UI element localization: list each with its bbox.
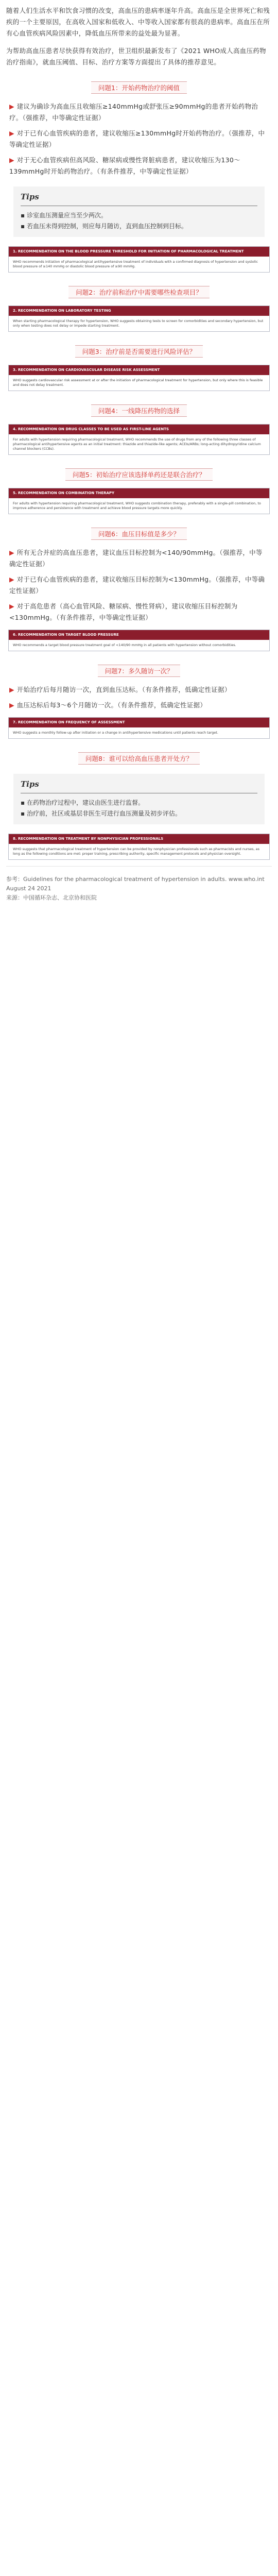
- section: [0, 345, 278, 391]
- sections-container: [0, 81, 278, 860]
- bullet-marker: ▶: [9, 686, 17, 693]
- recommendation-box: [8, 424, 270, 455]
- recommendation-bullet: [9, 547, 269, 570]
- recommendation-bullet: [9, 601, 269, 623]
- bullet-text: 对于无心血管疾病但高风险、糖尿病或慢性肾脏病患者，建议收缩压为130～139mmHg时开始药物治疗。（有条件推荐，中等确定性证据）: [9, 156, 240, 175]
- footer-source: 来源：中国循环杂志、北京协和医院: [6, 894, 97, 901]
- recommendation-title: 6. RECOMMENDATION ON TARGET BLOOD PRESSURE: [9, 630, 269, 640]
- article: [0, 5, 278, 903]
- recommendation-bullet: [9, 700, 269, 711]
- recommendation-body: WHO recommends a target blood pressure treatment goal of <140/90 mmHg in all patients with hypertension without comorbidities.: [13, 643, 236, 647]
- section: [0, 81, 278, 273]
- section: [0, 665, 278, 739]
- tips-text: 若血压未得到控制，则应每月随访，直到血压控制到目标。: [26, 223, 187, 230]
- bullet-text: 建议为确诊为高血压且收缩压≥140mmHg或舒张压≥90mmHg的患者开始药物治疗。（强推荐，中等确定性证据）: [9, 103, 258, 122]
- recommendation-bullet: [9, 101, 269, 124]
- question-label: 问题5：初始治疗应该选择单药还是联合治疗？: [65, 468, 213, 481]
- recommendation-box: [8, 246, 270, 273]
- recommendation-box: [8, 717, 270, 739]
- section: [0, 468, 278, 514]
- section-question: [0, 468, 278, 481]
- recommendation-box: [8, 306, 270, 332]
- intro-paragraph-1: 随着人们生活水平和饮食习惯的改变，高血压的患病率逐年升高。高血压是全世界死亡和残疾的一个主要原因，在高收入国家和低收入、中等收入国家都有很高的患病率。高血压在所有心血管疾病风险因素中，降低血压所带来的益处最为显著。: [6, 7, 270, 37]
- footer: [6, 875, 272, 903]
- bullet-marker: ▶: [9, 103, 17, 110]
- bullet-marker: ▶: [9, 549, 17, 556]
- question-label: 问题3：治疗前是否需要进行风险评估？: [75, 345, 203, 358]
- recommendation-bullet: [9, 574, 269, 597]
- section-question: [0, 528, 278, 540]
- recommendation-box: [8, 834, 270, 860]
- section-question: [0, 286, 278, 298]
- recommendation-title: 4. RECOMMENDATION ON DRUG CLASSES TO BE USED AS FIRST-LINE AGENTS: [9, 425, 269, 434]
- footer-reference: 参考：Guidelines for the pharmacological treatment of hypertension in adults. www.who.int August 24 2021: [6, 876, 265, 892]
- recommendation-title: 1. RECOMMENDATION ON THE BLOOD PRESSURE THRESHOLD FOR INITIATION OF PHARMACOLOGICAL TREATMENT: [9, 247, 269, 257]
- recommendation-box: [8, 365, 270, 391]
- question-label: 问题1：开始药物治疗的阈值: [91, 81, 187, 94]
- recommendation-bullet: [9, 128, 269, 150]
- tips-item: [21, 808, 257, 819]
- bullet-icon: ▪: [21, 799, 27, 806]
- section: [0, 404, 278, 455]
- bullet-marker: ▶: [9, 129, 17, 137]
- recommendation-title: 2. RECOMMENDATION ON LABORATORY TESTING: [9, 306, 269, 316]
- section: [0, 528, 278, 651]
- question-label: 问题6：血压目标值是多少？: [91, 528, 187, 540]
- bullet-icon: ▪: [21, 810, 27, 817]
- recommendation-body: WHO suggests a monthly follow-up after initiation or a change in antihypertensive medications until patients reach target.: [13, 731, 218, 735]
- recommendation-box: [8, 630, 270, 651]
- bullet-marker: ▶: [9, 575, 17, 583]
- tips-item: [21, 221, 257, 232]
- tips-item: [21, 798, 257, 808]
- section: [0, 286, 278, 332]
- recommendation-body: WHO suggests that pharmacological treatment of hypertension can be provided by nonphysician professionals such as pharmacists and nurses, as long as the following conditions are met: proper training, prescribing authority, specific management protocols and physician oversight.: [13, 847, 260, 856]
- bullet-text: 对于已有心血管疾病的患者，建议收缩压目标控制为<130mmHg。（强推荐，中等确定性证据）: [9, 575, 265, 595]
- bullet-text: 血压达标后每3～6个月随访一次。（有条件推荐，低确定性证据）: [16, 701, 207, 709]
- recommendation-title: 3. RECOMMENDATION ON CARDIOVASCULAR DISEASE RISK ASSESSMENT: [9, 365, 269, 375]
- recommendation-body: WHO suggests cardiovascular risk assessment at or after the initiation of pharmacological treatment for hypertension, but only where this is feasible and does not delay treatment.: [13, 378, 263, 387]
- section-question: [0, 665, 278, 677]
- bullet-text: 对于已有心血管疾病的患者，建议收缩压≥130mmHg时开始药物治疗。（强推荐，中等确定性证据）: [9, 129, 265, 148]
- question-label: 问题2：治疗前和治疗中需要哪些检查项目？: [68, 286, 209, 298]
- section-question: [0, 81, 278, 94]
- section-question: [0, 752, 278, 765]
- tips-box: [13, 187, 265, 237]
- recommendation-bullet: [9, 684, 269, 696]
- tips-title: Tips: [21, 192, 39, 201]
- question-label: 问题7：多久随访一次？: [98, 665, 181, 677]
- bullet-marker: ▶: [9, 156, 17, 164]
- recommendation-body: For adults with hypertension requiring pharmacological treatment, WHO recommends the use of drugs from any of the following three classes of pharmacological antihypertensive agents as an initial treatment: thiazide and thiazide-like agents; ACEIs/ARBs; long-acting dihydropyridine calcium channel blockers (CCBs).: [13, 437, 261, 451]
- recommendation-body: When starting pharmacological therapy for hypertension, WHO suggests obtaining tests to screen for comorbidities and secondary hypertension, but only when testing does not delay or impede starting treatment.: [13, 319, 264, 328]
- tips-item: [21, 210, 257, 221]
- tips-text: 在药物治疗过程中，建议由医生进行监督。: [26, 799, 144, 806]
- divider: [6, 866, 272, 867]
- section-question: [0, 404, 278, 417]
- bullet-icon: ▪: [21, 223, 27, 230]
- bullet-text: 开始治疗后每月随访一次，直到血压达标。（有条件推荐，低确定性证据）: [16, 686, 231, 693]
- tips-text: 治疗前，社区或基层非医生可进行血压测量及初步评估。: [26, 810, 181, 817]
- bullet-marker: ▶: [9, 602, 17, 610]
- question-label: 问题4：一线降压药物的选择: [91, 404, 187, 417]
- recommendation-body: WHO recommends initiation of pharmacological antihypertensive treatment of individuals with a confirmed diagnosis of hypertension and systolic blood pressure of ≥140 mmHg or diastolic blood pressure of ≥90 mmHg.: [13, 260, 258, 268]
- section-question: [0, 345, 278, 358]
- recommendation-title: 7. RECOMMENDATION ON FREQUENCY OF ASSESSMENT: [9, 718, 269, 727]
- intro-paragraph-2: 为帮助高血压患者尽快获得有效治疗，世卫组织最新发布了《2021 WHO成人高血压药物治疗指南》，就血压阈值、目标、治疗方案等方面提出了具体的推荐意见。: [6, 47, 266, 66]
- recommendation-title: 8. RECOMMENDATION ON TREATMENT BY NONPHYSICIAN PROFESSIONALS: [9, 834, 269, 844]
- recommendation-title: 5. RECOMMENDATION ON COMBINATION THERAPY: [9, 488, 269, 498]
- question-label: 问题8：谁可以给高血压患者开处方？: [78, 752, 200, 765]
- recommendation-body: For adults with hypertension requiring pharmacological treatment, WHO suggests combination therapy, preferably with a single-pill combination, to improve adherence and persistence with treatment and achieve blood pressure targets more quickly.: [13, 501, 261, 510]
- tips-box: [13, 774, 265, 824]
- bullet-text: 所有无合并症的高血压患者，建议血压目标控制为<140/90mmHg。（强推荐，中等确定性证据）: [9, 549, 263, 568]
- recommendation-bullet: [9, 155, 269, 177]
- bullet-text: 对于高危患者（高心血管风险、糖尿病、慢性肾病），建议收缩压目标控制为<130mmHg。（有条件推荐，中等确定性证据）: [9, 602, 238, 621]
- tips-text: 诊室血压测量应当至少两次。: [26, 212, 107, 219]
- section: [0, 752, 278, 860]
- bullet-icon: ▪: [21, 212, 27, 219]
- recommendation-box: [8, 488, 270, 514]
- tips-title: Tips: [21, 779, 39, 789]
- bullet-marker: ▶: [9, 701, 17, 709]
